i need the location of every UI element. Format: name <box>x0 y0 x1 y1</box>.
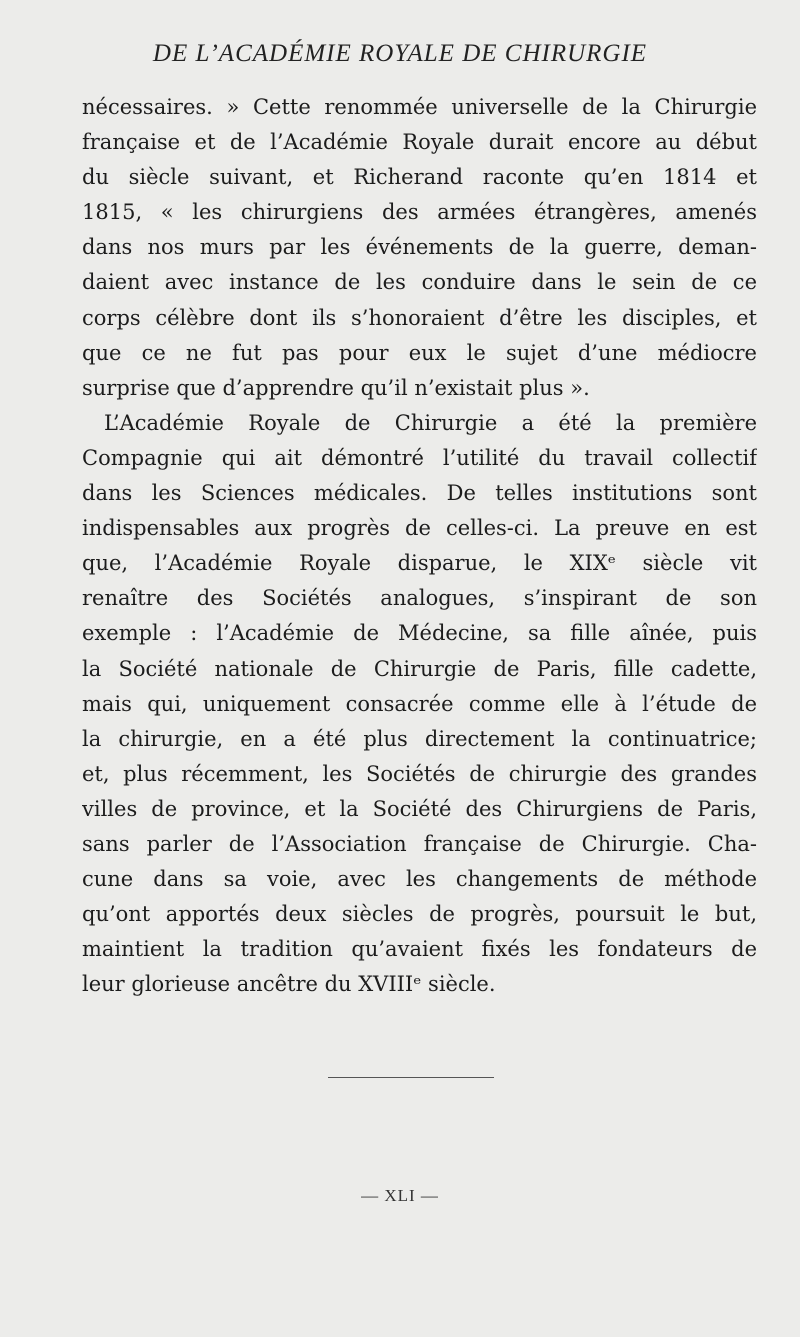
text-line: que, l’Académie Royale disparue, le XIXᵉ siècle vit <box>82 551 757 576</box>
text-line: exemple : l’Académie de Médecine, sa fille aînée, puis <box>82 621 757 646</box>
text-line: renaître des Sociétés analogues, s’inspirant de son <box>82 586 757 611</box>
text-line: Compagnie qui ait démontré l’utilité du travail collectif <box>82 445 757 470</box>
body-text <box>82 90 757 1002</box>
text-line: française et de l’Académie Royale durait encore au début <box>82 130 757 155</box>
section-divider <box>328 1077 494 1078</box>
text-line: la Société nationale de Chirurgie de Paris, fille cadette, <box>82 656 757 681</box>
text-line: mais qui, uniquement consacrée comme elle à l’étude de <box>82 691 757 716</box>
text-line: surprise que d’apprendre qu’il n’existait plus ». <box>82 375 590 400</box>
text-line: sans parler de l’Association française de Chirurgie. Cha- <box>82 831 757 856</box>
page-number: — XLI — <box>361 1186 439 1205</box>
text-line: corps célèbre dont ils s’honoraient d’être les disciples, et <box>82 305 757 330</box>
text-line: nécessaires. » Cette renommée universelle de la Chirurgie <box>82 95 757 119</box>
text-line: et, plus récemment, les Sociétés de chirurgie des grandes <box>82 761 757 786</box>
text-line: du siècle suivant, et Richerand raconte qu’en 1814 et <box>82 165 757 190</box>
text-line: maintient la tradition qu’avaient fixés les fondateurs de <box>82 937 757 962</box>
text-line: L’Académie Royale de Chirurgie a été la première <box>104 410 757 435</box>
text-line: indispensables aux progrès de celles-ci. La preuve en est <box>82 516 757 541</box>
text-line: 1815, « les chirurgiens des armées étrangères, amenés <box>82 200 757 225</box>
text-line: leur glorieuse ancêtre du XVIIIᵉ siècle. <box>82 972 496 997</box>
text-line: daient avec instance de les conduire dans le sein de ce <box>82 270 757 295</box>
text-line: villes de province, et la Société des Chirurgiens de Paris, <box>82 796 757 821</box>
running-head: DE L’ACADÉMIE ROYALE DE CHIRURGIE <box>152 40 648 67</box>
text-line: que ce ne fut pas pour eux le sujet d’une médiocre <box>82 340 757 365</box>
text-line: qu’ont apportés deux siècles de progrès, poursuit le but, <box>82 902 757 927</box>
text-line: cune dans sa voie, avec les changements de méthode <box>82 867 757 892</box>
text-line: la chirurgie, en a été plus directement la continuatrice; <box>82 726 757 751</box>
text-line: dans les Sciences médicales. De telles institutions sont <box>82 481 757 506</box>
text-line: dans nos murs par les événements de la guerre, deman- <box>82 235 757 260</box>
